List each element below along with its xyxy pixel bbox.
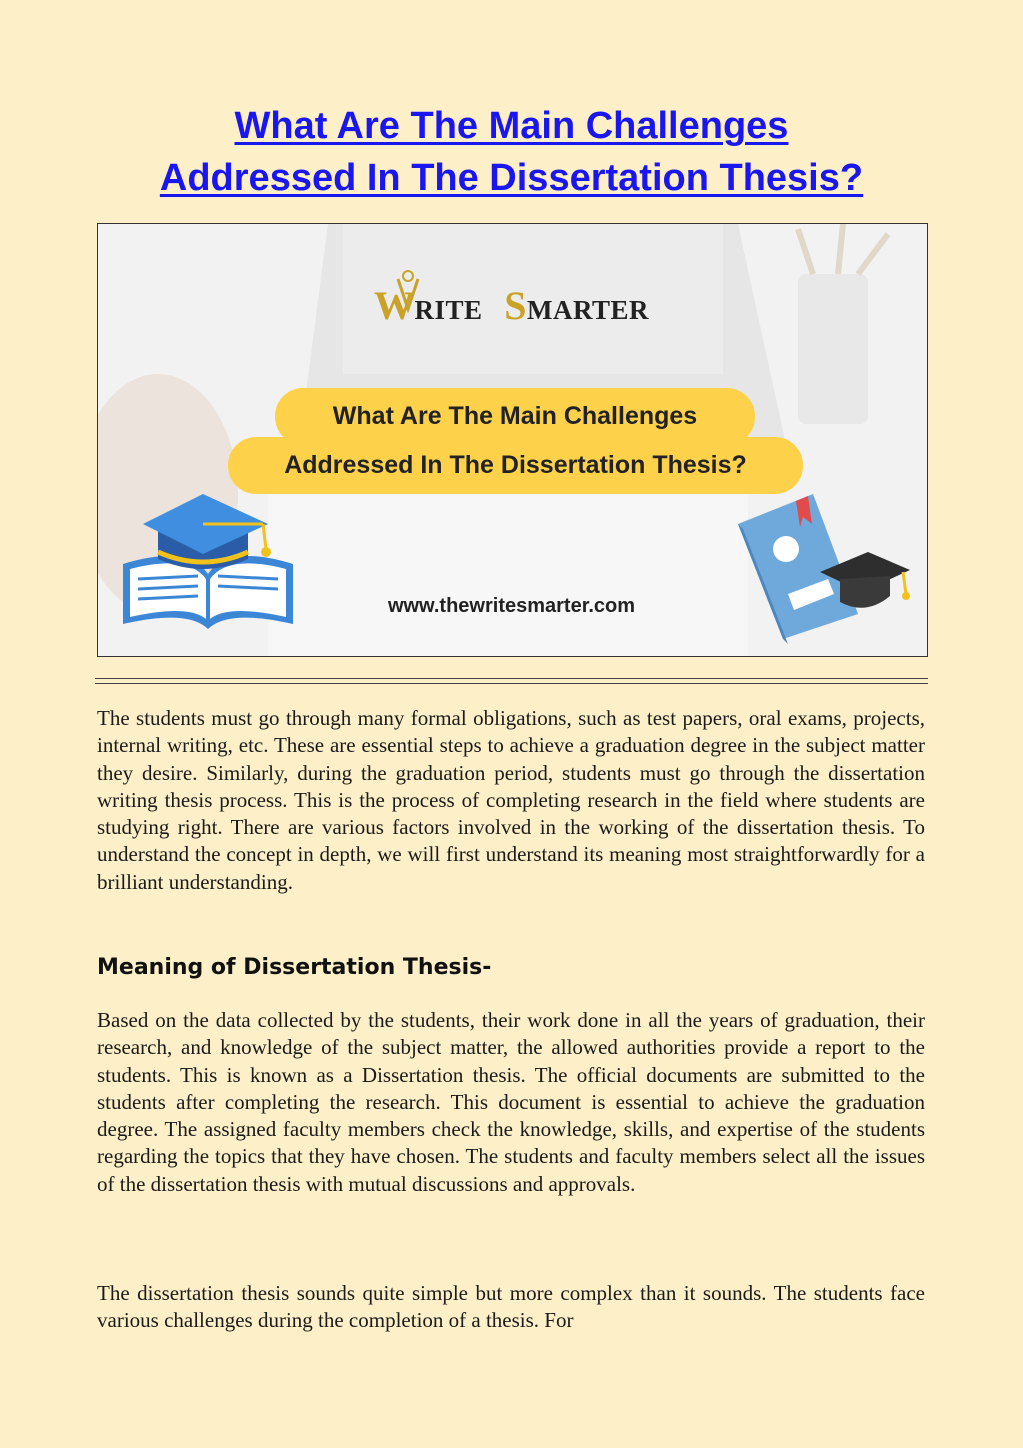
title-line-2: Addressed In The Dissertation Thesis? xyxy=(159,157,864,199)
brand-marter: MARTER xyxy=(526,295,650,325)
section-divider xyxy=(95,678,928,684)
banner-website: www.thewritesmarter.com xyxy=(387,595,636,617)
closing-paragraph: The dissertation thesis sounds quite simple but more complex than it sounds. The students face various challenges during the completion of a thesis. For xyxy=(97,1281,925,1333)
banner-headline-line-1: What Are The Main Challenges xyxy=(275,388,755,445)
section-heading: Meaning of Dissertation Thesis- xyxy=(97,955,492,980)
brand-letter-s: S xyxy=(504,283,527,328)
intro-paragraph: The students must go through many formal obligations, such as test papers, oral exams, projects, internal writing, etc. These are essential steps to achieve a graduation degree in the subject matter they desire. Similarly, during the graduation period, students must go through the dissertation writing thesis process. This is the process of completing research in the field where students are studying right. There are various factors involved in the working of the dissertation thesis. To understand the concept in depth, we will first understand its meaning most straightforwardly for a brilliant understanding. xyxy=(97,706,925,894)
banner-headline-line-2: Addressed In The Dissertation Thesis? xyxy=(228,437,803,494)
title-line-1: What Are The Main Challenges xyxy=(234,105,789,147)
page-title-link[interactable] xyxy=(160,105,863,199)
meaning-paragraph: Based on the data collected by the students, their work done in all the years of graduation, their research, and knowledge of the subject matter, the allowed authorities provide a report to the students. This is known as a Dissertation thesis. The official documents are submitted to the students after completing the research. This document is essential to achieve the graduation degree. The assigned faculty members check the knowledge, skills, and expertise of the students regarding the topics that they have chosen. The students and faculty members select all the issues of the dissertation thesis with mutual discussions and approvals. xyxy=(97,1008,925,1196)
brand-rite: RITE xyxy=(414,295,483,325)
brand-logo-text xyxy=(0,282,1023,329)
brand-letter-w: W xyxy=(373,283,415,328)
page-title[interactable] xyxy=(60,100,963,204)
